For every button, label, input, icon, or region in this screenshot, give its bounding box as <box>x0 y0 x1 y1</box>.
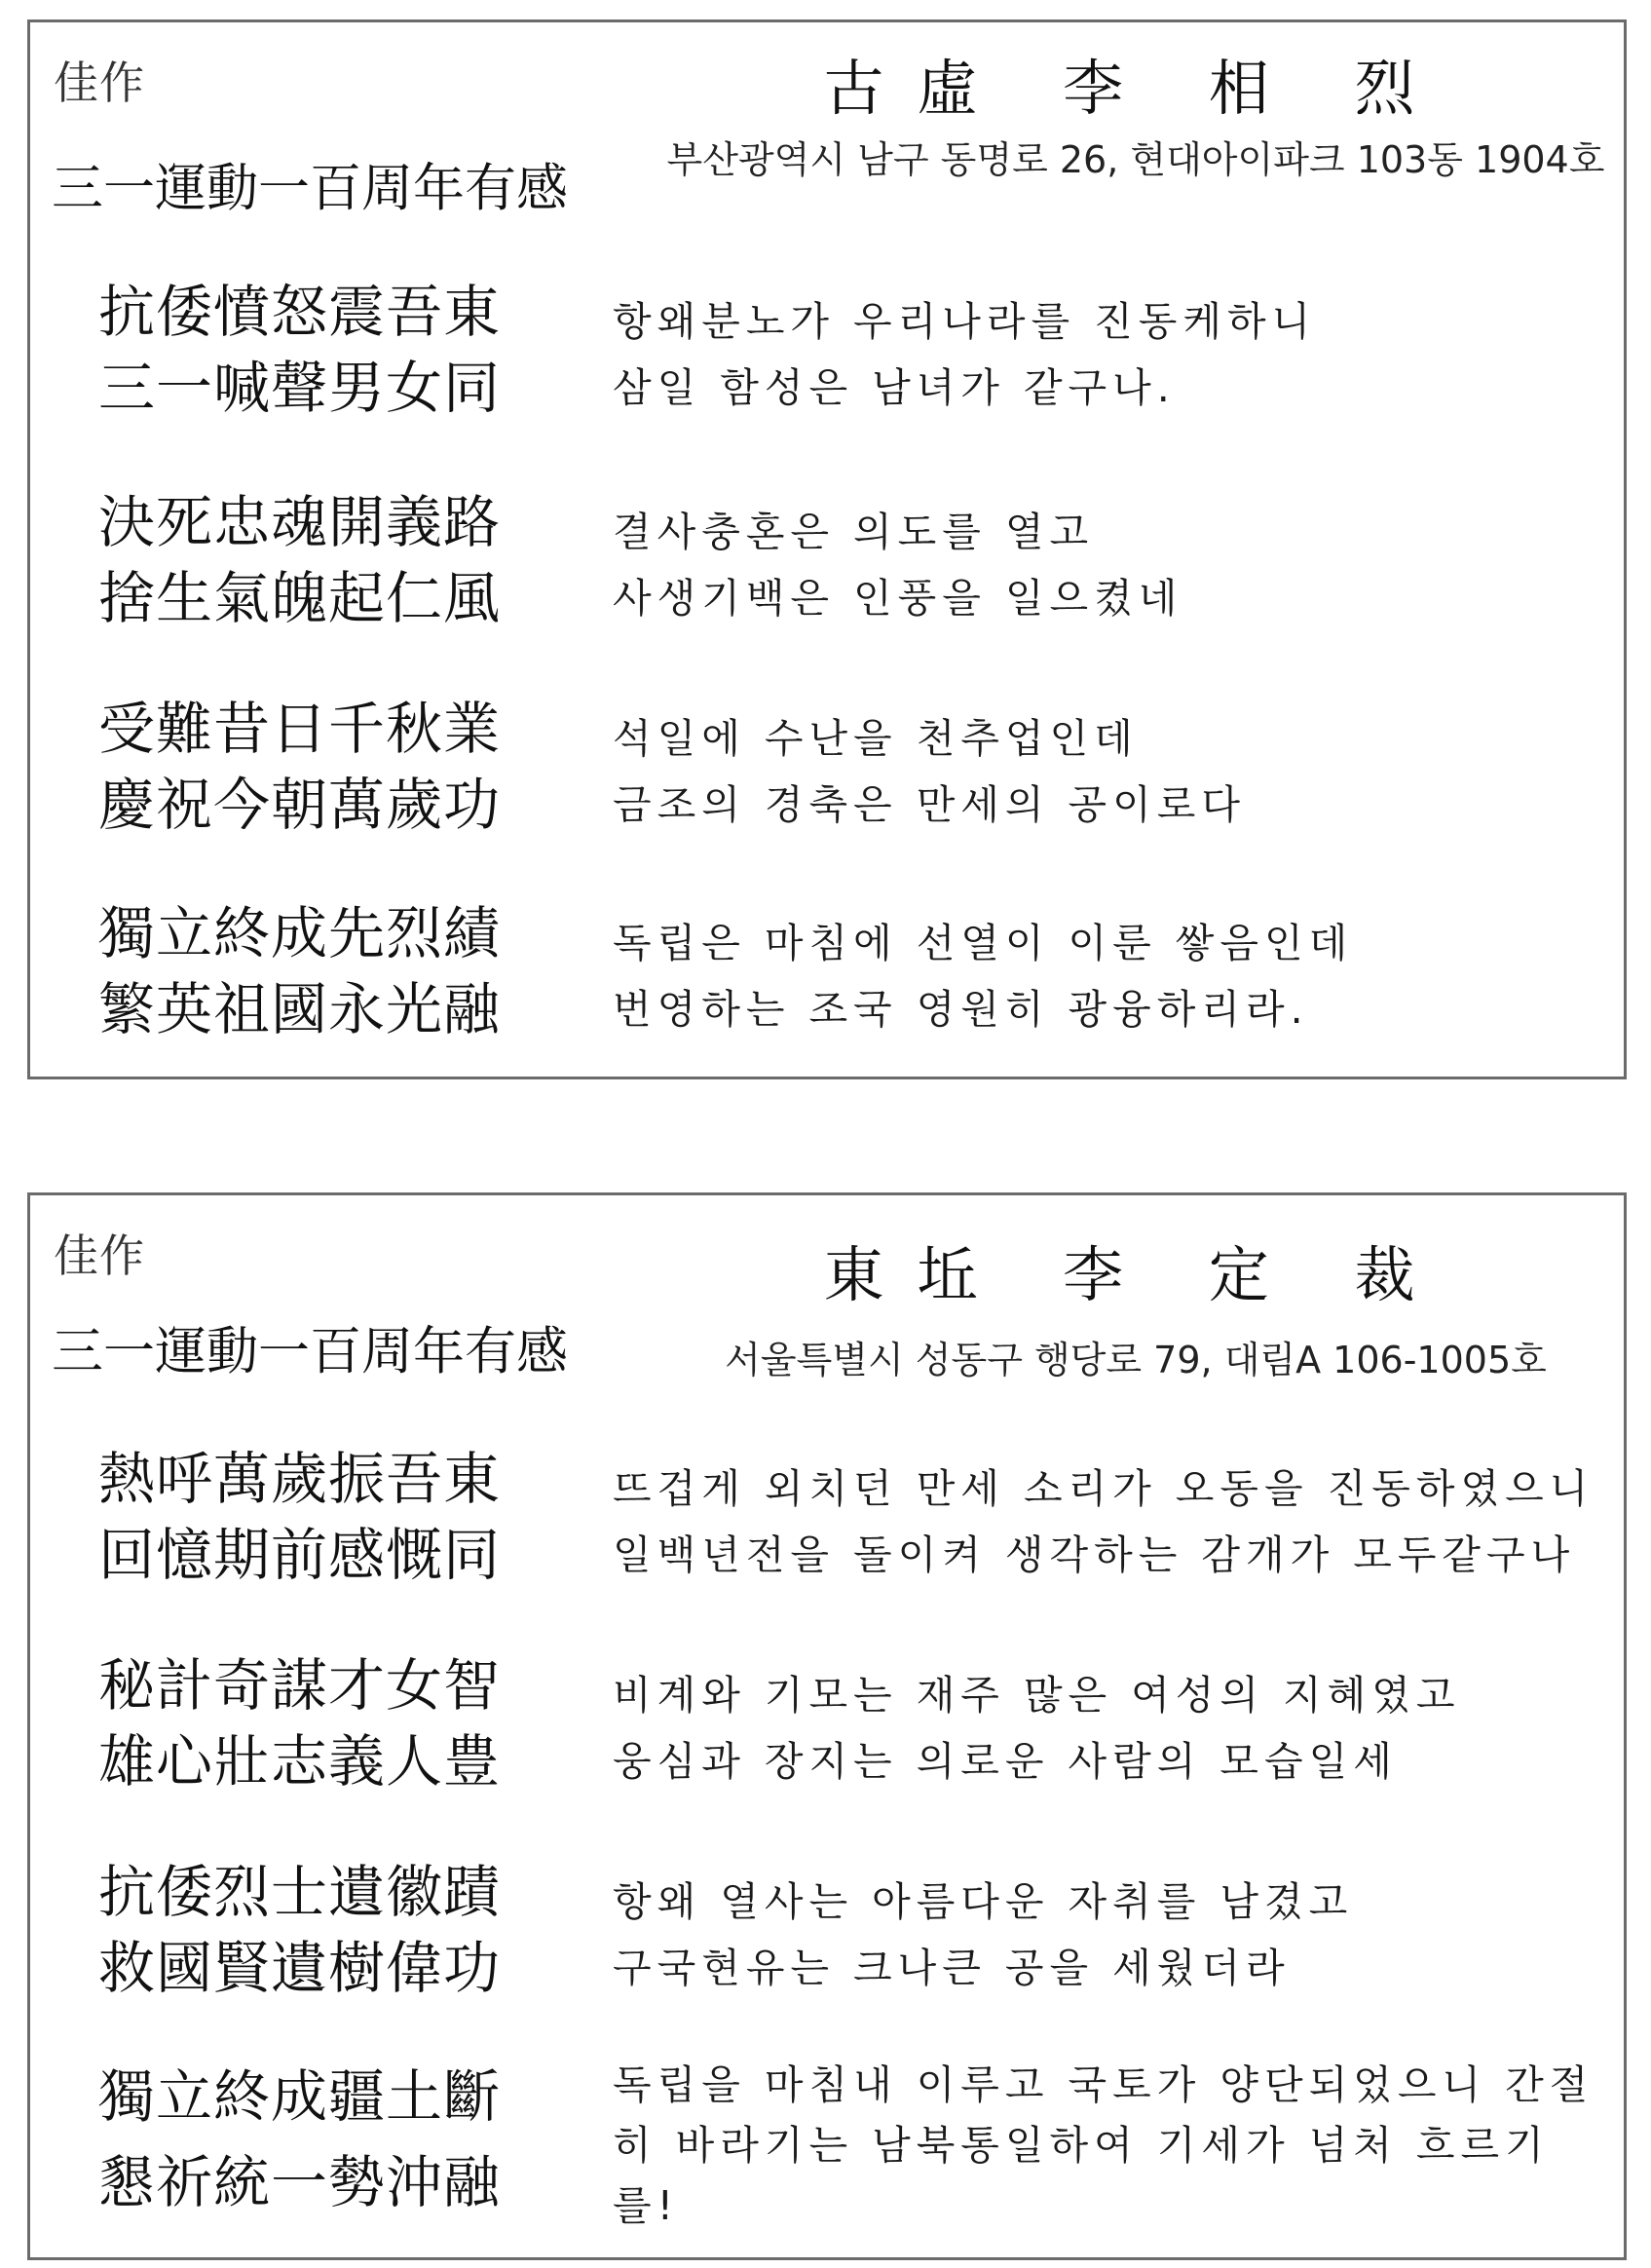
author-address: 서울특별시 성동구 행당로 79, 대림A 106-1005호 <box>725 1339 1547 1381</box>
hanja-line: 雄心壯志義人豊 <box>98 1728 502 1795</box>
poem-title: 三一運動一百周年有感 <box>52 1322 568 1381</box>
hanja-line: 三一喊聲男女同 <box>98 355 502 421</box>
author-name: 古虛 李 相 烈 <box>823 53 1448 124</box>
hangul-line: 독립은 마침에 선열이 이룬 쌓음인데 <box>613 920 1354 966</box>
hangul-line: 금조의 경축은 만세의 공이로다 <box>613 781 1246 828</box>
hanja-line: 獨立終成先烈績 <box>98 900 502 966</box>
hanja-line: 抗倭憤怒震吾東 <box>98 279 502 345</box>
poem-card <box>27 1192 1627 2260</box>
hangul-line: 삼일 함성은 남녀가 같구나. <box>613 364 1176 411</box>
award-label: 佳作 <box>54 57 145 109</box>
award-label: 佳作 <box>54 1229 145 1282</box>
hangul-line: 항왜분노가 우리나라를 진동케하니 <box>613 298 1317 345</box>
author-address: 부산광역시 남구 동명로 26, 현대아이파크 103동 1904호 <box>666 138 1605 181</box>
hangul-line: 번영하는 조국 영원히 광융하리라. <box>613 986 1309 1033</box>
hangul-line: 사생기백은 인풍을 일으켰네 <box>613 575 1183 622</box>
hanja-line: 熱呼萬歲振吾東 <box>98 1446 502 1512</box>
hanja-line: 救國賢遺樹偉功 <box>98 1935 502 2001</box>
hanja-line: 懇祈統一勢沖融 <box>98 2149 502 2215</box>
hangul-line: 웅심과 장지는 의로운 사람의 모습일세 <box>613 1738 1398 1785</box>
hangul-line: 뜨겁게 외치던 만세 소리가 오동을 진동하였으니 <box>613 1465 1595 1512</box>
hangul-line: 일백년전을 돌이켜 생각하는 감개가 모두같구나 <box>613 1531 1576 1578</box>
hanja-line: 獨立終成疆土斷 <box>98 2063 502 2130</box>
hanja-line: 慶祝今朝萬歲功 <box>98 772 502 838</box>
hanja-line: 受難昔日千秋業 <box>98 696 502 762</box>
hangul-line: 독립을 마침내 이루고 국토가 양단되었으니 간절히 바라기는 남북통일하여 기세가 넘처 흐르기를! <box>613 2061 1595 2229</box>
hangul-line: 결사충혼은 의도를 열고 <box>613 509 1095 555</box>
poem-title: 三一運動一百周年有感 <box>52 159 568 218</box>
hanja-line: 秘計奇謀才女智 <box>98 1652 502 1719</box>
hangul-line: 항왜 열사는 아름다운 자취를 남겼고 <box>613 1878 1354 1925</box>
hanja-line: 決死忠魂開義路 <box>98 489 502 555</box>
hangul-line: 비계와 기모는 재주 많은 여성의 지혜였고 <box>613 1672 1461 1719</box>
hangul-line: 석일에 수난을 천추업인데 <box>613 715 1139 762</box>
hanja-line: 回憶期前感慨同 <box>98 1522 502 1588</box>
hangul-line: 구국현유는 크나큰 공을 세웠더라 <box>613 1945 1291 1991</box>
hanja-line: 抗倭烈士遺徽蹟 <box>98 1859 502 1925</box>
author-name: 東坵 李 定 裁 <box>823 1239 1448 1310</box>
hanja-line: 捨生氣魄起仁風 <box>98 565 502 631</box>
hanja-line: 繁英祖國永光融 <box>98 976 502 1042</box>
poem-card <box>27 19 1627 1079</box>
